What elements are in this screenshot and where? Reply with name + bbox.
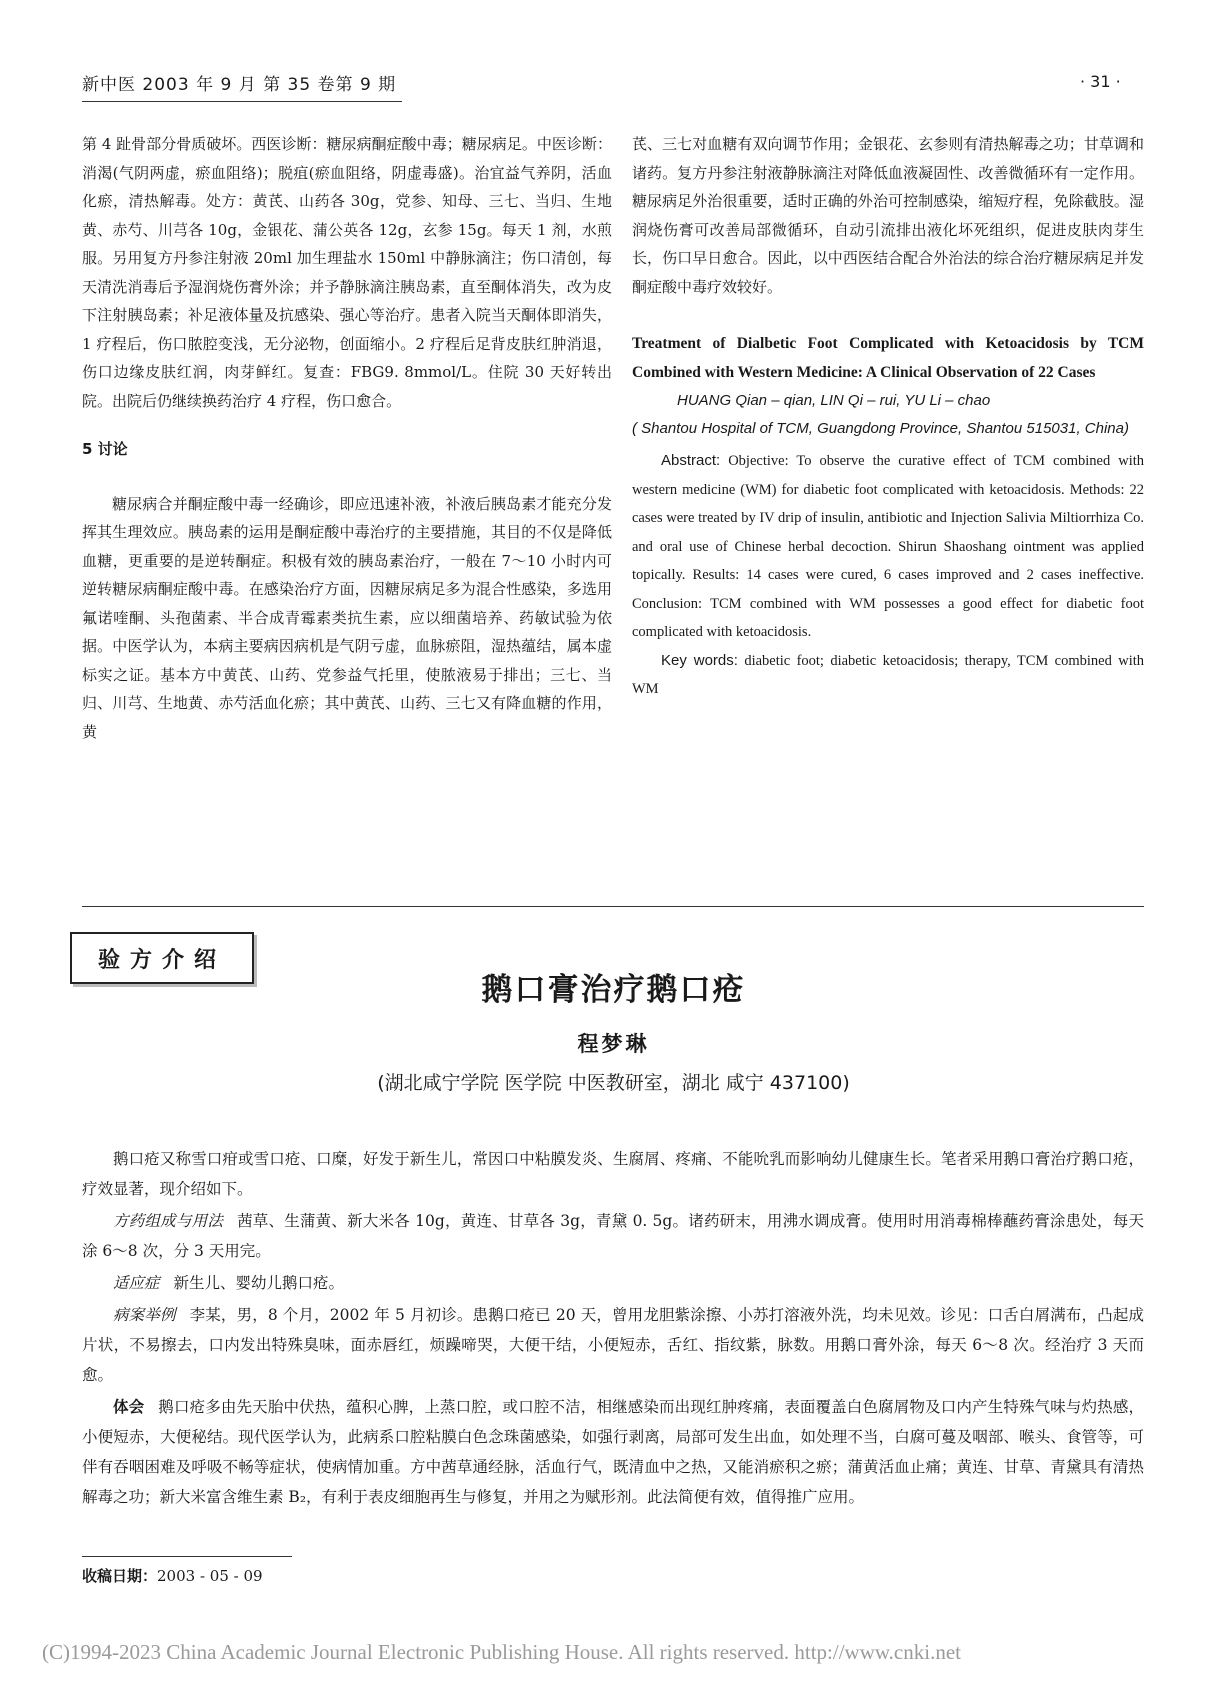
english-keywords <box>632 647 1144 704</box>
experience-label: 体会 <box>113 1398 145 1416</box>
english-affiliation: ( Shantou Hospital of TCM, Guangdong Province, Shantou 515031, China) <box>632 420 1129 437</box>
article-formula <box>82 1206 1144 1266</box>
header-rule <box>82 101 402 102</box>
english-title: Treatment of Dialbetic Foot Complicated with Ketoacidosis by TCM Combined with Western Medicine: A Clinical Observation of 22 Cases <box>632 335 1144 381</box>
received-label: 收稿日期： <box>82 1567 158 1585</box>
experience-text: 鹅口疮多由先天胎中伏热，蕴积心脾，上蒸口腔，或口腔不洁，相继感染而出现红肿疼痛，表面覆盖白色腐屑物及口内产生特殊气味与灼热感，小便短赤，大便秘结。现代医学认为，此病系口腔粘膜白色念珠菌感染，如强行剥离，局部可发生出血，如处理不当，白腐可蔓及咽部、喉头、食管等，可伴有吞咽困难及呼吸不畅等症状，使病情加重。方中茜草通经脉，活血行气，既清血中之热，又能消瘀积之瘀；蒲黄活血止痛；黄连、甘草、青黛具有清热解毒之功；新大米富含维生素 B₂，有利于表皮细胞再生与修复，并用之为赋形剂。此法简便有效，值得推广应用。 <box>82 1398 1144 1506</box>
article-intro: 鹅口疮又称雪口疳或雪口疮、口糜，好发于新生儿，常因口中粘膜发炎、生腐屑、疼痛、不能吮乳而影响幼儿健康生长。笔者采用鹅口膏治疗鹅口疮，疗效显著，现介绍如下。 <box>82 1150 1144 1198</box>
article-case <box>82 1300 1144 1390</box>
keywords-label: Key words: <box>661 651 738 669</box>
article-affiliation: (湖北咸宁学院 医学院 中医教研室，湖北 咸宁 437100) <box>377 1072 850 1094</box>
abstract-label: Abstract: <box>661 452 721 469</box>
article-title: 鹅口膏治疗鹅口疮 <box>481 972 746 1008</box>
english-authors: HUANG Qian – qian, LIN Qi – rui, YU Li – chao <box>677 392 991 409</box>
column-label-box: 验方介绍 <box>70 932 254 984</box>
keywords-text: diabetic foot; diabetic ketoacidosis; therapy, TCM combined with WM <box>632 652 1144 697</box>
abstract-text: Objective: To observe the curative effect of TCM combined with western medicine (WM) for diabetic foot complicated with ketoacidosis. Methods: 22 cases were treated by IV drip of insulin, antibiotic and Injection Salivia Miltiorrhiza Co. and oral use of Chinese herbal decoction. Shirun Shaoshang ointment was applied topically. Results: 14 cases were cured, 6 cases improved and 2 cases ineffective. Conclusion: TCM combined with WM possesses a good effect for diabetic foot complicated with ketoacidosis. <box>632 453 1144 640</box>
left-paragraph-2: 糖尿病合并酮症酸中毒一经确诊，即应迅速补液，补液后胰岛素才能充分发挥其生理效应。胰岛素的运用是酮症酸中毒治疗的主要措施，其目的不仅是降低血糖，更重要的是逆转酮症。积极有效的胰岛素治疗，一般在 7～10 小时内可逆转糖尿病酮症酸中毒。在感染治疗方面，因糖尿病足多为混合性感染，多选用氟诺喹酮、头孢菌素、半合成青霉素类抗生素，应以细菌培养、药敏试验为依据。中医学认为，本病主要病因病机是气阴亏虚，血脉瘀阻，湿热蕴结，属本虚标实之证。基本方中黄芪、山药、党参益气托里，使脓液易于排出；三七、当归、川芎、生地黄、赤芍活血化瘀；其中黄芪、山药、三七又有降血糖的作用，黄 <box>82 494 612 741</box>
case-text: 李某，男，8 个月，2002 年 5 月初诊。患鹅口疮已 20 天，曾用龙胆紫涂擦、小苏打溶液外洗，均未见效。诊见：口舌白屑满布，凸起成片状，不易擦去，口内发出特殊臭味，面赤唇红，烦躁啼哭，大便干结，小便短赤，舌红、指纹紫，脉数。用鹅口膏外涂，每天 6～8 次。经治疗 3 天而愈。 <box>82 1306 1144 1384</box>
indication-text: 新生儿、婴幼儿鹅口疮。 <box>173 1274 345 1292</box>
case-label: 病案举例 <box>113 1306 176 1324</box>
indication-label: 适应症 <box>113 1274 160 1292</box>
formula-text: 茜草、生蒲黄、新大米各 10g，黄连、甘草各 3g，青黛 0. 5g。诸药研末，用沸水调成膏。使用时用消毒棉棒蘸药膏涂患处，每天涂 6～8 次，分 3 天用完。 <box>82 1212 1144 1260</box>
english-abstract <box>632 447 1144 647</box>
received-rule <box>82 1556 292 1557</box>
received-value: 2003 - 05 - 09 <box>157 1567 263 1585</box>
page-number: · 31 · <box>1080 72 1121 91</box>
article-divider <box>82 906 1144 907</box>
running-head: 新中医 2003 年 9 月 第 35 卷第 9 期 <box>82 75 397 95</box>
copyright-footer: (C)1994-2023 China Academic Journal Electronic Publishing House. All rights reserved. http://www.cnki.net <box>42 1640 961 1664</box>
left-column <box>82 130 612 746</box>
received-date <box>82 1565 263 1586</box>
article-author: 程梦琳 <box>577 1031 650 1056</box>
left-paragraph-1: 第 4 趾骨部分骨质破坏。西医诊断：糖尿病酮症酸中毒；糖尿病足。中医诊断：消渴(气阴两虚，瘀血阻络)；脱疽(瘀血阻络，阴虚毒盛)。治宜益气养阴，活血化瘀，清热解毒。处方：黄芪、山药各 30g，党参、知母、三七、当归、生地黄、赤芍、川芎各 10g，金银花、蒲公英各 12g，玄参 15g。每天 1 剂，水煎服。另用复方丹参注射液 20ml 加生理盐水 150ml 中静脉滴注；伤口清创，每天清洗消毒后予湿润烧伤膏外涂；并予静脉滴注胰岛素，直至酮体消失，改为皮下注射胰岛素；补足液体量及抗感染、强心等治疗。患者入院当天酮体即消失，1 疗程后，伤口脓腔变浅，无分泌物，创面缩小。2 疗程后足背皮肤红肿消退，伤口边缘皮肤红润，肉芽鲜红。复查：FBG9. 8mmol/L。住院 30 天好转出院。出院后仍继续换药治疗 4 疗程，伤口愈合。 <box>82 135 612 410</box>
article-experience <box>82 1392 1144 1512</box>
formula-label: 方药组成与用法 <box>113 1212 224 1230</box>
right-column <box>632 130 1144 704</box>
right-paragraph-1: 芪、三七对血糖有双向调节作用；金银花、玄参则有清热解毒之功；甘草调和诸药。复方丹参注射液静脉滴注对降低血液凝固性、改善微循环有一定作用。糖尿病足外治很重要，适时正确的外治可控制感染，缩短疗程，免除截肢。湿润烧伤膏可改善局部微循环，自动引流排出液化坏死组织，促进皮肤肉芽生长，伤口早日愈合。因此，以中西医结合配合外治法的综合治疗糖尿病足并发酮症酸中毒疗效较好。 <box>632 135 1144 296</box>
section-heading-discussion: 5 讨论 <box>82 440 128 458</box>
article-body <box>82 1144 1144 1514</box>
article-indication <box>82 1268 1144 1298</box>
